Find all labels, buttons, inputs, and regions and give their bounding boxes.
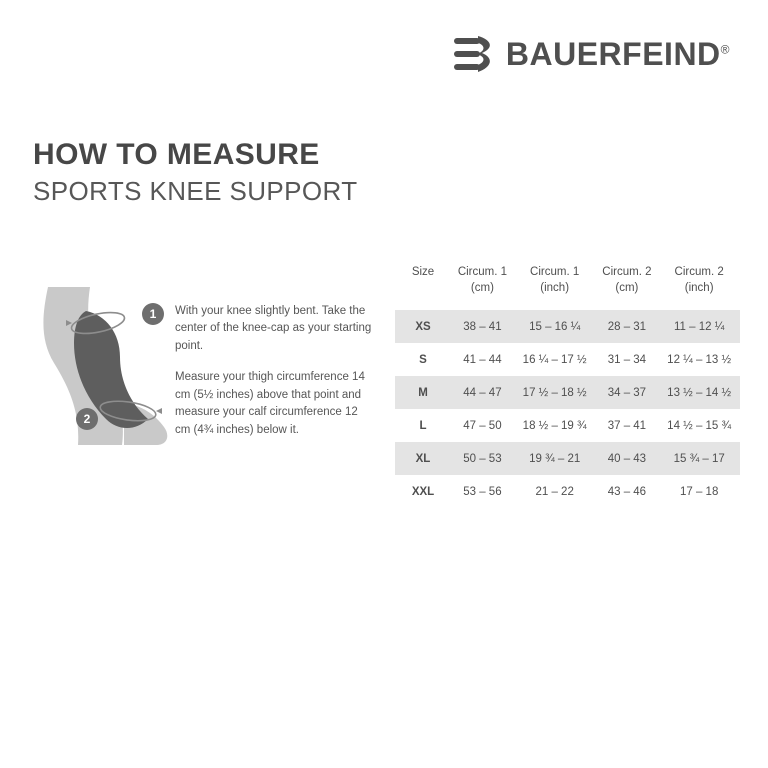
column-header-circum1-cm (451, 265, 514, 310)
instructions (175, 303, 375, 439)
column-header-circum2-inch-line1: Circum. 2 (674, 266, 724, 278)
column-header-circum1-cm-line1: Circum. 1 (457, 266, 508, 278)
column-header-circum1-cm-line2: (cm) (470, 281, 494, 294)
cell-circum2-inch: 14 ½ – 15 ¾ (658, 409, 740, 442)
illustration-badge-1: 1 (142, 303, 164, 325)
instruction-step-1: With your knee slightly bent. Take the center of the knee-cap as your starting point. (175, 305, 372, 352)
column-header-circum2-inch (658, 265, 740, 310)
column-header-circum2-inch-line2: (inch) (684, 281, 714, 294)
cell-circum2-inch: 13 ½ – 14 ½ (658, 376, 740, 409)
cell-size: S (395, 343, 451, 376)
cell-circum1-cm: 53 – 56 (451, 475, 514, 508)
cell-circum1-cm: 44 – 47 (451, 376, 514, 409)
cell-circum2-cm: 37 – 41 (595, 409, 658, 442)
cell-circum1-inch: 21 – 22 (514, 475, 596, 508)
cell-circum2-cm: 28 – 31 (595, 310, 658, 343)
table-row (395, 409, 740, 442)
size-chart-body (395, 310, 740, 508)
cell-circum2-inch: 17 – 18 (658, 475, 740, 508)
cell-circum2-inch: 15 ¾ – 17 (658, 442, 740, 475)
page-title (33, 138, 358, 206)
illustration-badge-2: 2 (76, 408, 98, 430)
cell-circum1-cm: 47 – 50 (451, 409, 514, 442)
table-row (395, 310, 740, 343)
page-title-main: HOW TO MEASURE (33, 138, 320, 171)
cell-size: M (395, 376, 451, 409)
cell-circum2-cm: 40 – 43 (595, 442, 658, 475)
cell-circum2-inch: 12 ¼ – 13 ½ (658, 343, 740, 376)
column-header-circum2-cm-line2: (cm) (615, 281, 639, 294)
instruction-step-2: Measure your thigh circumference 14 cm (5½ inches) above that point and measure your calf circumference 12 cm (4¾ inches) below it. (175, 371, 365, 436)
cell-circum1-inch: 16 ¼ – 17 ½ (514, 343, 596, 376)
cell-circum1-inch: 17 ½ – 18 ½ (514, 376, 596, 409)
column-header-circum2-cm-line1: Circum. 2 (602, 266, 652, 278)
size-chart-table (395, 265, 740, 508)
leg-illustration (28, 285, 188, 450)
registered-trademark-icon: ® (720, 42, 730, 57)
cell-circum1-inch: 15 – 16 ¼ (514, 310, 596, 343)
cell-circum1-cm: 38 – 41 (451, 310, 514, 343)
cell-circum1-cm: 41 – 44 (451, 343, 514, 376)
brand-header (452, 32, 730, 76)
table-row (395, 475, 740, 508)
column-header-circum1-inch-line1: Circum. 1 (530, 266, 580, 278)
size-chart-header (395, 265, 740, 310)
cell-circum2-inch: 11 – 12 ¼ (658, 310, 740, 343)
cell-circum1-inch: 19 ¾ – 21 (514, 442, 596, 475)
cell-circum2-cm: 31 – 34 (595, 343, 658, 376)
cell-circum2-cm: 34 – 37 (595, 376, 658, 409)
table-row (395, 343, 740, 376)
cell-size: XL (395, 442, 451, 475)
bauerfeind-b-logo-icon (452, 32, 496, 76)
table-header-row (395, 265, 740, 310)
cell-circum1-cm: 50 – 53 (451, 442, 514, 475)
cell-circum1-inch: 18 ½ – 19 ¾ (514, 409, 596, 442)
cell-size: XXL (395, 475, 451, 508)
column-header-size (395, 265, 451, 310)
table-row (395, 376, 740, 409)
brand-name (506, 38, 730, 70)
column-header-circum1-inch-line2: (inch) (540, 281, 570, 294)
cell-size: XS (395, 310, 451, 343)
table-row (395, 442, 740, 475)
column-header-circum1-inch (514, 265, 596, 310)
column-header-circum2-cm (595, 265, 658, 310)
cell-size: L (395, 409, 451, 442)
column-header-size-line1: Size (411, 266, 435, 278)
cell-circum2-cm: 43 – 46 (595, 475, 658, 508)
brand-name-text: BAUERFEIND (505, 36, 721, 72)
page-title-sub: SPORTS KNEE SUPPORT (33, 175, 358, 206)
